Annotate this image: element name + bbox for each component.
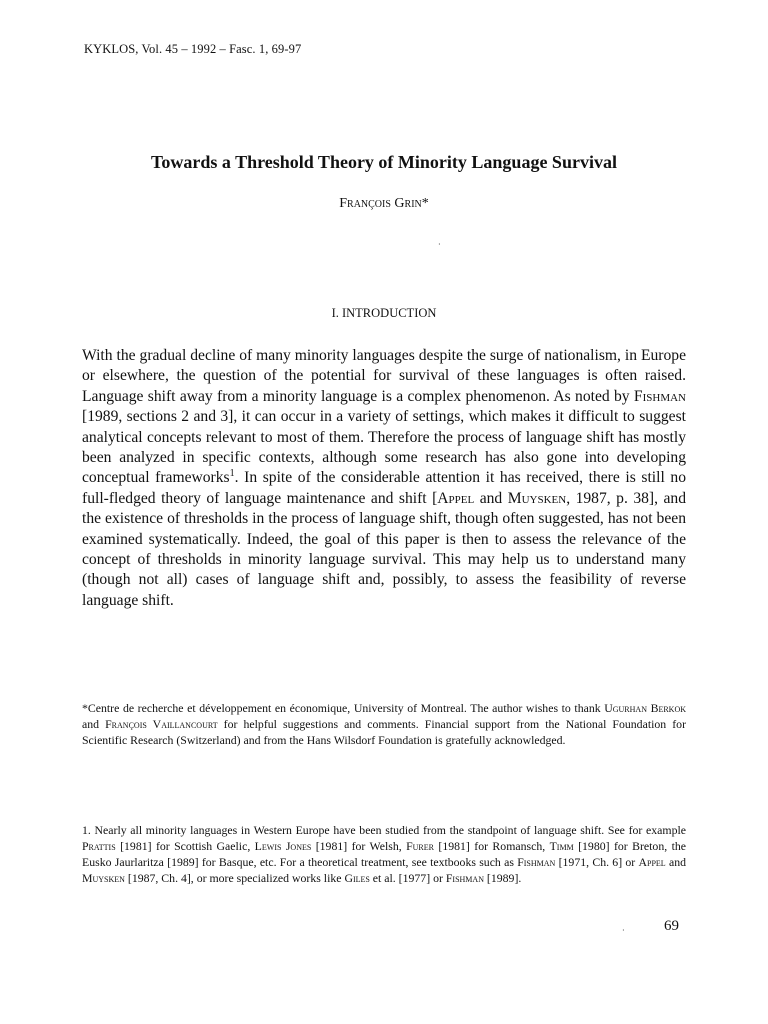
page-number: 69: [664, 918, 679, 934]
footnote-name: Giles: [344, 871, 370, 885]
footnote-name: Appel: [638, 855, 666, 869]
footnote-text: [1971, Ch. 6] or: [555, 855, 639, 869]
footnote-text: [1987, Ch. 4], or more specialized works like: [124, 871, 345, 885]
footnote-name: Prattis: [82, 839, 116, 853]
stray-dot: ·: [438, 240, 441, 249]
author-footnote: [82, 700, 686, 748]
footnote-name: Timm: [549, 839, 574, 853]
footnote-text: 1. Nearly all minority languages in Western Europe have been studied from the standpoint of language shift. See for example: [82, 823, 686, 837]
footnote-name: Fishman: [517, 855, 556, 869]
footnote-text: and: [82, 717, 106, 731]
footnote-text: [1980] for Breton, the Eusko Jaurlaritza [1989] for Basque, etc. For a theoretical treatment, see textbooks such as: [82, 839, 686, 869]
journal-citation: KYKLOS, Vol. 45 – 1992 – Fasc. 1, 69-97: [84, 42, 302, 56]
footnote-name: Fishman: [445, 871, 484, 885]
body-text-part: [1989, sections 2 and 3], it can occur in a variety of settings, which makes it difficult to suggest analytical concepts relevant to most of them. Therefore the process of language shift has mostly been analyzed in specific contexts, although some research has also gone into developing conceptual frameworks: [82, 408, 686, 487]
stray-dot: ·: [622, 926, 625, 935]
footnote-text: and: [665, 855, 687, 869]
footnote-text: *Centre de recherche et développement en économique, University of Montreal. The author wishes to thank: [82, 701, 605, 715]
body-text-part: . In spite of the considerable attention it has received, there is still no full-fledged theory of language maintenance and shift [: [82, 469, 686, 507]
footnote-text: [1989].: [483, 871, 522, 885]
citation-author: Appel: [437, 489, 475, 507]
body-text-part: and: [474, 489, 508, 507]
body-text-part: , 1987, p. 38], and the existence of thresholds in the process of language shift, though often suggested, has not been examined systematically. Indeed, the goal of this paper is then to assess the relevance of the concept of thresholds in minority language survival. This may help us to understand many (though not all) cases of language shift and, possibly, to assess the feasibility of reverse language shift.: [82, 489, 686, 609]
introduction-paragraph: [82, 346, 686, 611]
paper-title: Towards a Threshold Theory of Minority Language Survival: [151, 152, 617, 172]
body-text-part: With the gradual decline of many minority languages despite the surge of nationalism, in Europe or elsewhere, the question of the potential for survival of these languages is often raised. Language shift away from a minority language is a complex phenomenon. As noted by: [82, 347, 686, 405]
section-heading: I. INTRODUCTION: [331, 306, 437, 320]
footnote-text: [1981] for Welsh,: [311, 839, 407, 853]
footnote-name: François Vaillancourt: [105, 717, 218, 731]
citation-author: Muysken: [507, 489, 567, 507]
footnote-name: Muysken: [82, 871, 125, 885]
footnote-text: [1981] for Scottish Gaelic,: [115, 839, 255, 853]
author-name: François Grin*: [339, 196, 429, 211]
footnote-1: [82, 822, 686, 886]
footnote-name: Ugurhan Berkok: [604, 701, 687, 715]
footnote-text: [1981] for Romansch,: [434, 839, 550, 853]
footnote-text: et al. [1977] or: [369, 871, 446, 885]
footnote-name: Lewis Jones: [254, 839, 312, 853]
footnote-text: for helpful suggestions and comments. Financial support from the National Foundation for Scientific Research (Switzerland) and from the Hans Wilsdorf Foundation is gratefully acknowledged.: [82, 717, 687, 747]
footnote-reference: 1: [229, 468, 235, 480]
citation-author: Fishman: [633, 387, 686, 405]
footnote-name: Furer: [406, 839, 434, 853]
